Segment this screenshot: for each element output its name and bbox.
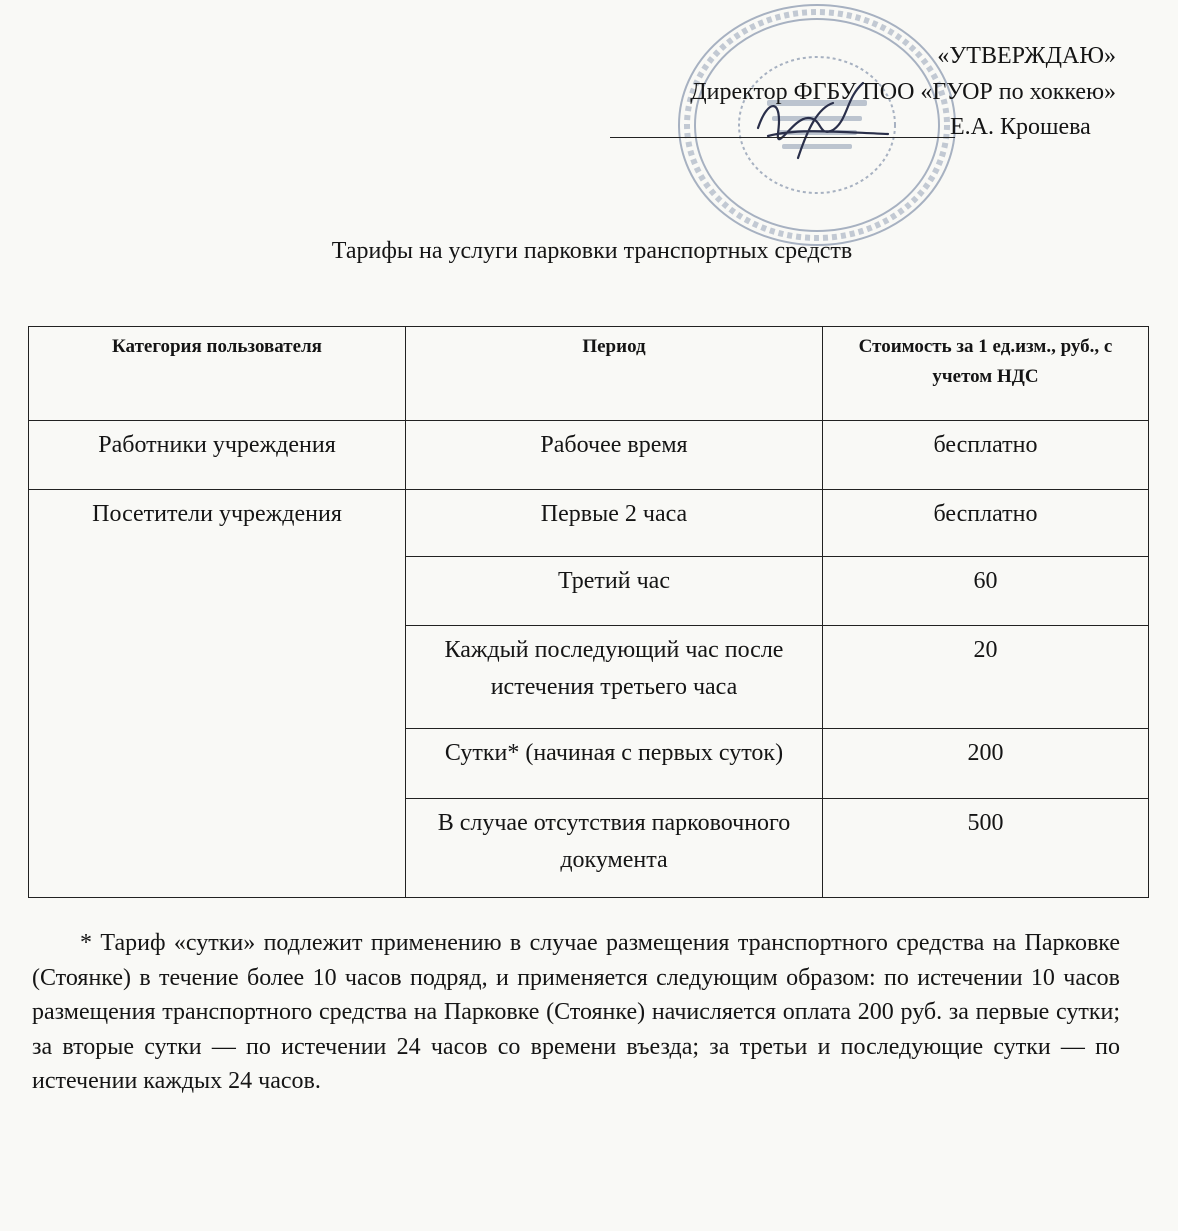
cell-cost: 200 xyxy=(823,729,1149,799)
cell-category xyxy=(29,626,406,729)
table-header-row xyxy=(29,327,1149,421)
cell-period: В случае отсутствия парковочного документа xyxy=(406,799,823,898)
table-row xyxy=(29,490,1149,557)
header-cost: Стоимость за 1 ед.изм., руб., с учетом НДС xyxy=(823,327,1149,421)
header-period: Период xyxy=(406,327,823,421)
cell-category xyxy=(29,799,406,898)
cell-category: Работники учреждения xyxy=(29,421,406,490)
cell-cost: бесплатно xyxy=(823,490,1149,557)
cell-cost: 20 xyxy=(823,626,1149,729)
footnote: * Тариф «сутки» подлежит применению в случае размещения транспортного средства на Парковке (Стоянке) в течение более 10 часов подряд, и применяется следующим образом: по истечении 10 часов размещения транспортного средства на Парковке (Стоянке) начисляется оплата 200 руб. за первые сутки; за вторые сутки — по истечении 24 часов со времени въезда; за третьи и последующие сутки — по истечении каждых 24 часов. xyxy=(32,930,1120,1094)
handwritten-signature-icon xyxy=(738,58,898,168)
cell-period: Рабочее время xyxy=(406,421,823,490)
approval-title: «УТВЕРЖДАЮ» xyxy=(937,43,1116,69)
document-title: Тарифы на услуги парковки транспортных средств xyxy=(331,238,853,264)
signature-line xyxy=(610,137,955,138)
table-row xyxy=(29,626,1149,729)
approval-position: Директор ФГБУ ПОО «ГУОР по хоккею» xyxy=(690,79,1116,105)
table-row xyxy=(29,799,1149,898)
table-row xyxy=(29,421,1149,490)
table-row xyxy=(29,729,1149,799)
table-row xyxy=(29,557,1149,626)
tariff-table xyxy=(28,326,1149,898)
cell-category xyxy=(29,729,406,799)
cell-period: Сутки* (начиная с первых суток) xyxy=(406,729,823,799)
cell-period: Первые 2 часа xyxy=(406,490,823,557)
header-category: Категория пользователя xyxy=(29,327,406,421)
approval-name: Е.А. Крошева xyxy=(950,114,1091,140)
cell-cost: 60 xyxy=(823,557,1149,626)
cell-cost: бесплатно xyxy=(823,421,1149,490)
cell-period: Третий час xyxy=(406,557,823,626)
cell-category xyxy=(29,557,406,626)
cell-cost: 500 xyxy=(823,799,1149,898)
cell-period: Каждый последующий час после истечения третьего часа xyxy=(406,626,823,729)
cell-category: Посетители учреждения xyxy=(29,490,406,557)
